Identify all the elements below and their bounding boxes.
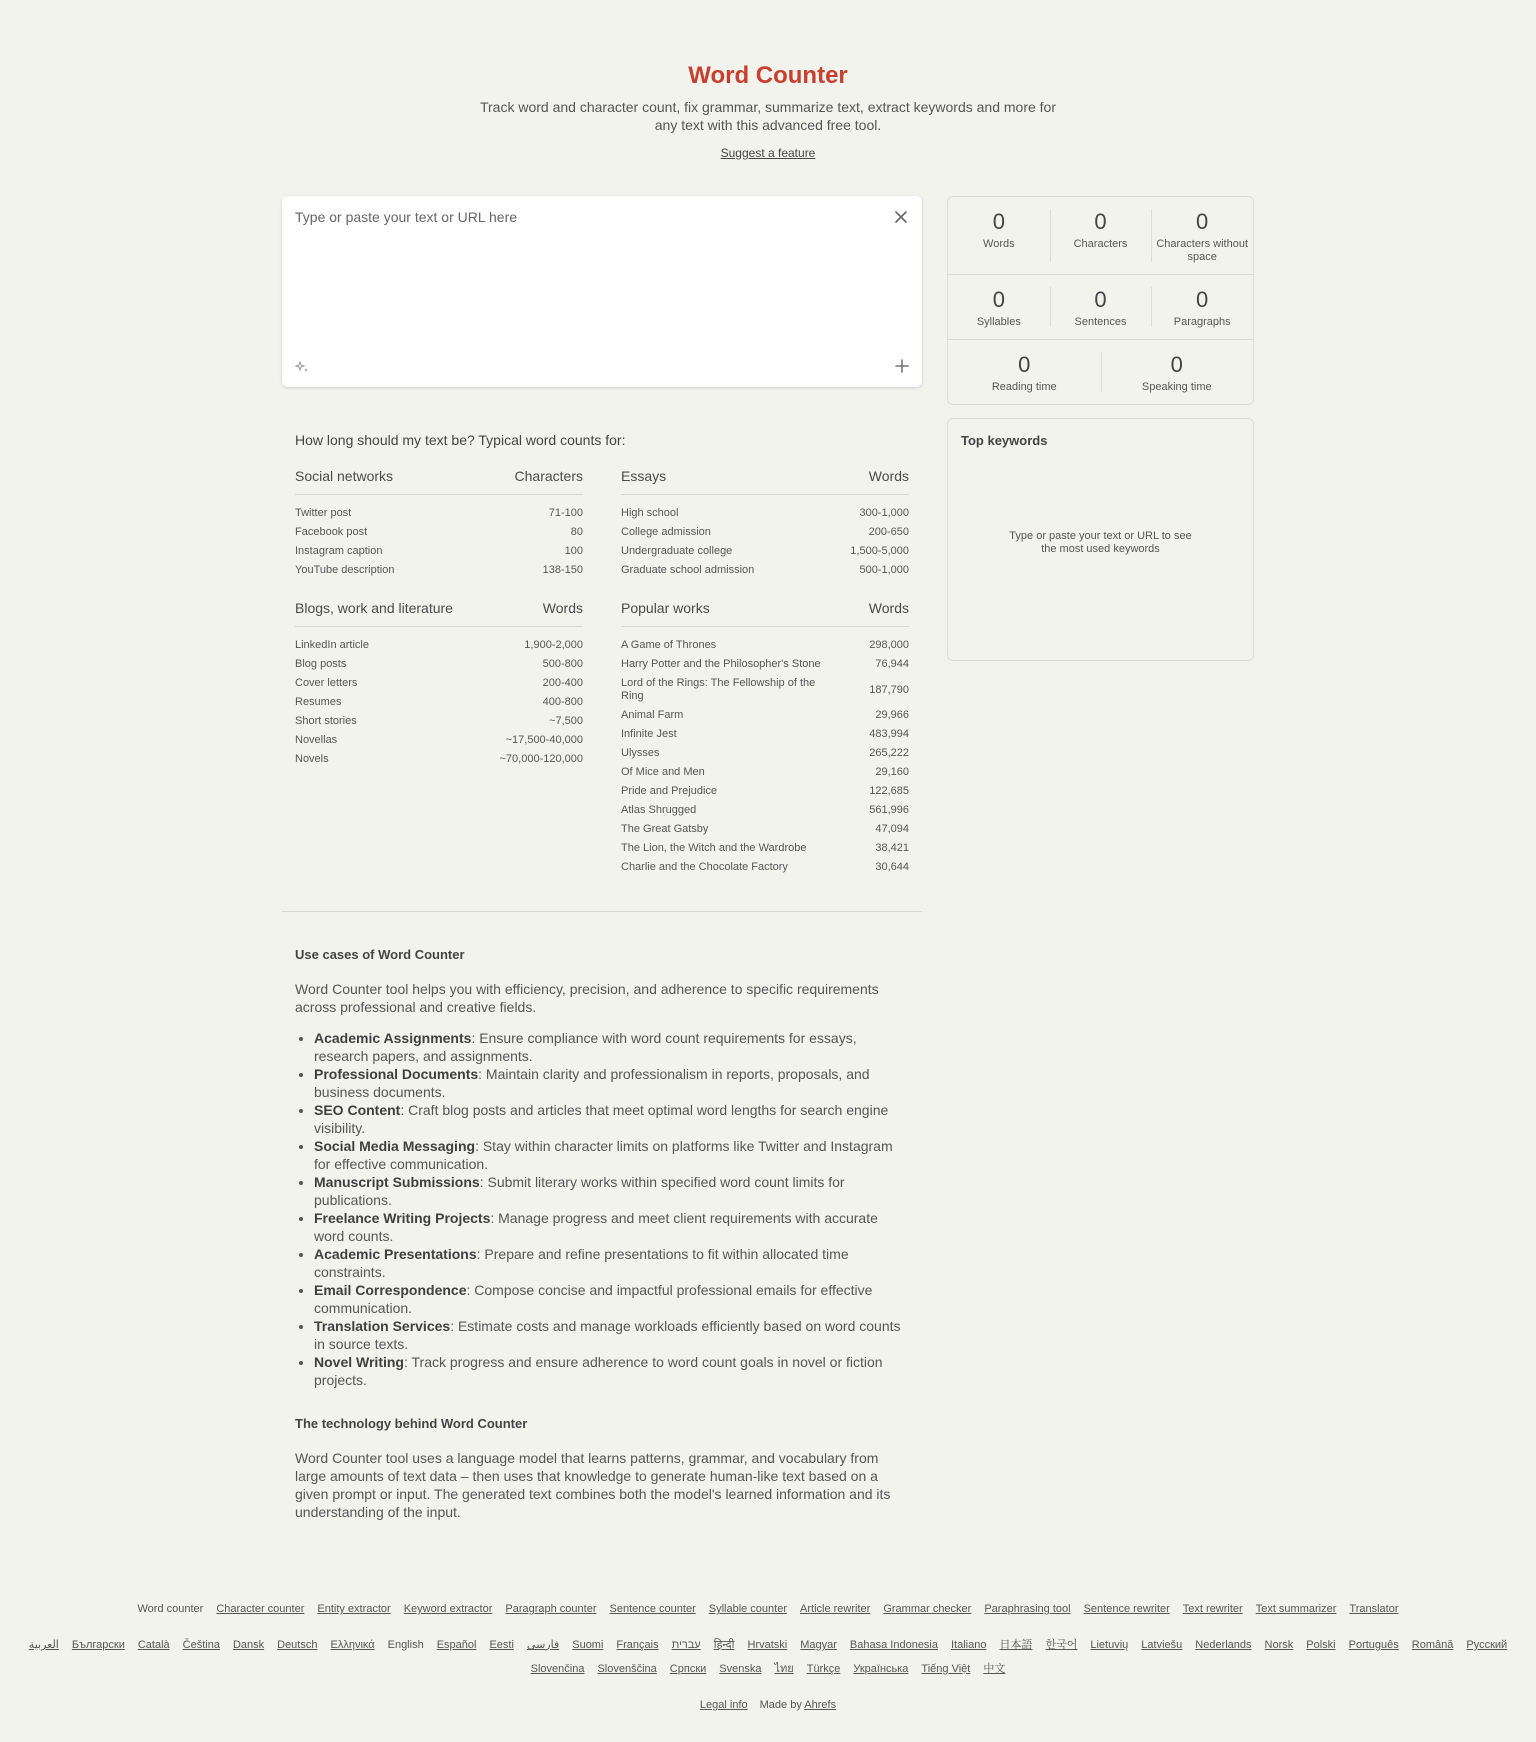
top-keywords-title: Top keywords: [961, 433, 1048, 448]
technology-title: The technology behind Word Counter: [295, 1416, 528, 1431]
table-row: [295, 655, 583, 674]
table-row: [621, 504, 909, 523]
use-cases-list: [295, 1029, 909, 1389]
table-header: [295, 600, 583, 627]
footer-languages: [18, 1637, 1518, 1677]
row-label: Novellas: [295, 734, 338, 746]
row-value: ~70,000-120,000: [499, 753, 583, 765]
language-link[interactable]: Čeština: [182, 1639, 220, 1651]
use-case-term: Email Correspondence: [314, 1282, 467, 1298]
language-link[interactable]: 日本語: [999, 1639, 1033, 1651]
language-link[interactable]: Català: [137, 1639, 170, 1651]
language-link[interactable]: Eesti: [489, 1639, 514, 1651]
footer-bottom: [0, 1697, 1536, 1713]
table-title: Blogs, work and literature: [295, 600, 453, 616]
language-link[interactable]: Slovenščina: [597, 1663, 657, 1675]
language-link[interactable]: Română: [1411, 1639, 1454, 1651]
use-case-item: [314, 1101, 909, 1137]
stat-label: Sentences: [1074, 316, 1127, 328]
stats-row: [948, 275, 1253, 340]
row-label: A Game of Thrones: [621, 639, 717, 651]
table-title: Social networks: [295, 468, 394, 484]
use-cases-intro: Word Counter tool helps you with efficiency, precision, and adherence to specific requirements across professional and creative fields.: [295, 981, 879, 1015]
use-case-desc: : Craft blog posts and articles that meet optimal word lengths for search engine visibility.: [314, 1102, 889, 1136]
language-link[interactable]: Español: [436, 1639, 477, 1651]
language-link[interactable]: Nederlands: [1195, 1639, 1252, 1651]
row-value: 187,790: [869, 683, 909, 696]
table-row: [621, 561, 909, 580]
footer-tool-link[interactable]: Character counter: [216, 1603, 305, 1615]
table-unit: Words: [868, 468, 909, 484]
stats-row: [948, 340, 1253, 404]
row-label: Of Mice and Men: [621, 766, 705, 778]
table-row: [295, 693, 583, 712]
footer-tool-link[interactable]: Entity extractor: [317, 1603, 391, 1615]
language-link[interactable]: Français: [616, 1639, 659, 1651]
sparkle-icon[interactable]: [295, 360, 309, 374]
stat-sentences: [1050, 275, 1152, 339]
table-row: [621, 763, 909, 782]
row-value: ~17,500-40,000: [505, 734, 583, 746]
stat-label: Speaking time: [1141, 381, 1212, 393]
use-case-item: [314, 1245, 909, 1281]
use-case-item: [314, 1065, 909, 1101]
footer-tool-link[interactable]: Syllable counter: [708, 1603, 788, 1615]
table-row: [295, 731, 583, 750]
table-row: [621, 801, 909, 820]
row-label: Blog posts: [295, 658, 347, 670]
row-value: 29,966: [875, 709, 909, 721]
stat-label: Reading time: [991, 381, 1057, 393]
use-case-item: [314, 1281, 909, 1317]
row-label: Lord of the Rings: The Fellowship of the Ring: [621, 677, 816, 702]
ahrefs-link[interactable]: Ahrefs: [804, 1699, 837, 1711]
table-row: [295, 561, 583, 580]
row-label: Facebook post: [295, 526, 368, 538]
language-link[interactable]: Deutsch: [277, 1639, 318, 1651]
stat-speaking-time: [1101, 340, 1254, 404]
table-unit: Words: [868, 600, 909, 616]
table-row: [621, 725, 909, 744]
row-label: Novels: [295, 753, 329, 765]
table-row: [621, 655, 909, 674]
language-link[interactable]: ไทย: [774, 1663, 794, 1675]
table-row: [295, 712, 583, 731]
language-link[interactable]: Hrvatski: [747, 1639, 788, 1651]
table-row: [295, 504, 583, 523]
use-case-term: Manuscript Submissions: [314, 1174, 480, 1190]
use-case-term: Translation Services: [314, 1318, 451, 1334]
table-row: [621, 523, 909, 542]
use-case-item: [314, 1173, 909, 1209]
use-case-term: Academic Assignments: [314, 1030, 472, 1046]
legal-info-link[interactable]: Legal info: [699, 1699, 748, 1711]
use-case-desc: : Ensure compliance with word count requirements for essays, research papers, and assignments.: [314, 1030, 857, 1064]
table-row: [621, 674, 909, 706]
stat-label: Syllables: [976, 316, 1021, 328]
use-case-desc: : Compose concise and impactful professional emails for effective communication.: [314, 1282, 873, 1316]
use-case-item: [314, 1317, 909, 1353]
row-value: 1,900-2,000: [524, 639, 583, 651]
row-label: Twitter post: [295, 507, 352, 519]
row-label: Cover letters: [295, 677, 358, 689]
footer-tools: [0, 1601, 1536, 1617]
row-label: Pride and Prejudice: [621, 785, 718, 797]
use-case-item: [314, 1209, 909, 1245]
row-value: 400-800: [542, 696, 583, 708]
table-social-networks: [295, 468, 583, 580]
table-row: [621, 744, 909, 763]
stat-value: 0: [1196, 209, 1209, 234]
use-case-term: Academic Presentations: [314, 1246, 477, 1262]
language-link[interactable]: العربية: [28, 1639, 59, 1651]
language-link[interactable]: Magyar: [800, 1639, 837, 1651]
language-row: [18, 1661, 1518, 1677]
row-value: 29,160: [875, 766, 909, 778]
language-link[interactable]: Русский: [1466, 1639, 1508, 1651]
table-row: [621, 782, 909, 801]
row-value: 483,994: [869, 728, 909, 740]
stat-label: Paragraphs: [1173, 316, 1231, 328]
row-value: 300-1,000: [859, 507, 909, 519]
row-value: 122,685: [869, 785, 909, 797]
row-value: 561,996: [869, 804, 909, 816]
page-title: Word Counter: [688, 62, 848, 89]
table-row: [621, 542, 909, 561]
row-label: YouTube description: [295, 564, 395, 576]
language-link[interactable]: فارسی: [526, 1639, 560, 1651]
language-link[interactable]: 中文: [983, 1663, 1006, 1675]
row-label: High school: [621, 507, 679, 519]
use-case-term: Freelance Writing Projects: [314, 1210, 491, 1226]
table-unit: Characters: [514, 468, 583, 484]
stat-label: Characters without space: [1156, 238, 1249, 263]
row-value: 138-150: [542, 564, 583, 576]
stat-value: 0: [1196, 287, 1209, 312]
use-case-desc: : Track progress and ensure adherence to word count goals in novel or fiction projects.: [314, 1354, 883, 1388]
table-popular-works: [621, 600, 909, 877]
footer-tool-link[interactable]: Grammar checker: [883, 1603, 972, 1615]
language-link[interactable]: Български: [71, 1639, 125, 1651]
use-cases-title: Use cases of Word Counter: [295, 947, 465, 962]
right-column: [947, 196, 1254, 661]
row-value: 47,094: [875, 823, 909, 835]
row-label: Animal Farm: [621, 709, 684, 721]
row-value: 1,500-5,000: [850, 545, 909, 557]
page-header: [0, 0, 1536, 162]
close-icon[interactable]: [892, 208, 910, 226]
stat-reading-time: [948, 340, 1101, 404]
row-label: Resumes: [295, 696, 342, 708]
footer-tool-link[interactable]: Text summarizer: [1255, 1603, 1337, 1615]
use-case-desc: : Prepare and refine presentations to fit within allocated time constraints.: [314, 1246, 849, 1280]
table-row: [621, 858, 909, 877]
row-value: 500-1,000: [859, 564, 909, 576]
language-link[interactable]: Suomi: [572, 1639, 604, 1651]
use-case-term: Professional Documents: [314, 1066, 479, 1082]
footer-tool-link[interactable]: Sentence rewriter: [1083, 1603, 1170, 1615]
suggest-feature-link[interactable]: Suggest a feature: [720, 146, 816, 160]
use-case-term: Novel Writing: [314, 1354, 404, 1370]
table-title: Popular works: [621, 600, 710, 616]
stat-value: 0: [1094, 209, 1107, 234]
row-value: 298,000: [869, 639, 909, 651]
table-essays: [621, 468, 909, 580]
text-input[interactable]: [295, 209, 875, 329]
use-case-term: SEO Content: [314, 1102, 401, 1118]
plus-icon[interactable]: [894, 358, 910, 374]
row-value: 265,222: [869, 747, 909, 759]
table-title: Essays: [621, 468, 667, 484]
language-link[interactable]: עברית: [671, 1639, 701, 1651]
use-case-item: [314, 1029, 909, 1065]
language-link[interactable]: Norsk: [1264, 1639, 1294, 1651]
footer-tool-link[interactable]: Sentence counter: [609, 1603, 696, 1615]
stats-row: [948, 197, 1253, 275]
stat-characters-without-space: [1151, 197, 1253, 274]
table-row: [295, 523, 583, 542]
made-by-label: Made by: [759, 1699, 802, 1711]
stat-label: Words: [983, 238, 1015, 250]
language-link[interactable]: Slovenčina: [530, 1663, 585, 1675]
row-label: Graduate school admission: [621, 564, 755, 576]
page-subtitle: Track word and character count, fix grammar, summarize text, extract keywords and more for any text with this advanced free tool.: [479, 99, 1057, 133]
table-row: [295, 674, 583, 693]
left-column: [282, 196, 922, 1534]
language-link[interactable]: Српски: [669, 1663, 707, 1675]
row-value: 500-800: [542, 658, 583, 670]
use-case-item: [314, 1353, 909, 1389]
row-label: Instagram caption: [295, 545, 383, 557]
row-label: Infinite Jest: [621, 728, 677, 740]
language-link[interactable]: 한국어: [1045, 1639, 1078, 1651]
stat-paragraphs: [1151, 275, 1253, 339]
footer-current-tool: Word counter: [137, 1603, 204, 1615]
use-case-item: [314, 1137, 909, 1173]
stat-value: 0: [992, 287, 1005, 312]
row-value: 100: [564, 545, 583, 557]
language-link[interactable]: Lietuvių: [1090, 1639, 1129, 1651]
language-link[interactable]: हिन्दी: [713, 1639, 735, 1651]
tables-row-2: [295, 600, 909, 897]
language-link[interactable]: Dansk: [232, 1639, 265, 1651]
row-value: 76,944: [875, 658, 909, 670]
row-label: Harry Potter and the Philosopher's Stone: [621, 658, 821, 670]
footer-tool-link[interactable]: Text rewriter: [1182, 1603, 1243, 1615]
table-row: [621, 706, 909, 725]
use-case-desc: : Submit literary works within specified word count limits for publications.: [314, 1174, 845, 1208]
language-link[interactable]: Bahasa Indonesia: [849, 1639, 938, 1651]
row-label: College admission: [621, 526, 711, 538]
row-label: LinkedIn article: [295, 639, 369, 651]
table-row: [621, 820, 909, 839]
row-label: Charlie and the Chocolate Factory: [621, 861, 788, 873]
language-link[interactable]: Türkçe: [806, 1663, 841, 1675]
footer-tool-link[interactable]: Paragraph counter: [505, 1603, 597, 1615]
table-row: [621, 636, 909, 655]
section-divider: [282, 911, 922, 912]
use-case-desc: : Stay within character limits on platforms like Twitter and Instagram for effective communication.: [314, 1138, 893, 1172]
stat-characters: [1050, 197, 1152, 274]
language-link[interactable]: Italiano: [951, 1639, 987, 1651]
row-value: 200-400: [542, 677, 583, 689]
table-header: [295, 468, 583, 495]
table-header: [621, 600, 909, 627]
row-label: The Lion, the Witch and the Wardrobe: [621, 842, 807, 854]
row-value: 30,644: [875, 861, 909, 873]
use-case-desc: : Maintain clarity and professionalism in reports, proposals, and business documents.: [314, 1066, 870, 1100]
row-label: Short stories: [295, 715, 357, 727]
stat-syllables: [948, 275, 1050, 339]
typical-word-counts: [282, 432, 922, 897]
use-case-desc: : Estimate costs and manage workloads efficiently based on word counts in source texts.: [314, 1318, 901, 1352]
row-label: Atlas Shrugged: [621, 804, 697, 816]
stat-label: Characters: [1073, 238, 1128, 250]
row-value: 200-650: [868, 526, 909, 538]
use-case-desc: : Manage progress and meet client requirements with accurate word counts.: [314, 1210, 878, 1244]
row-label: Ulysses: [621, 747, 660, 759]
table-row: [295, 750, 583, 769]
top-keywords-panel: [947, 418, 1254, 661]
row-label: The Great Gatsby: [621, 823, 709, 835]
row-value: ~7,500: [549, 715, 583, 727]
table-row: [295, 636, 583, 655]
footer-tool-link[interactable]: Paraphrasing tool: [984, 1603, 1071, 1615]
row-value: 38,421: [875, 842, 909, 854]
footer-tool-link[interactable]: Translator: [1349, 1603, 1399, 1615]
language-link[interactable]: Tiếng Việt: [921, 1663, 971, 1675]
footer-tool-link[interactable]: Keyword extractor: [403, 1603, 493, 1615]
language-link[interactable]: Svenska: [719, 1663, 762, 1675]
language-current: English: [387, 1639, 424, 1651]
language-link[interactable]: Latviešu: [1141, 1639, 1183, 1651]
table-row: [621, 839, 909, 858]
language-row: [18, 1637, 1518, 1653]
stat-value: 0: [992, 209, 1005, 234]
language-link[interactable]: Polski: [1306, 1639, 1336, 1651]
typical-question: How long should my text be? Typical word counts for:: [295, 432, 626, 448]
article: [282, 946, 922, 1521]
table-header: [621, 468, 909, 495]
footer: [0, 1601, 1536, 1713]
language-link[interactable]: Português: [1348, 1639, 1399, 1651]
language-link[interactable]: Українська: [853, 1663, 909, 1675]
stat-value: 0: [1170, 352, 1183, 377]
stat-value: 0: [1018, 352, 1031, 377]
stat-words: [948, 197, 1050, 274]
row-value: 71-100: [548, 507, 583, 519]
row-label: Undergraduate college: [621, 545, 733, 557]
language-link[interactable]: Ελληνικά: [330, 1639, 375, 1651]
text-editor: [282, 196, 922, 387]
table-unit: Words: [542, 600, 583, 616]
table-row: [295, 542, 583, 561]
table-blogs-work-literature: [295, 600, 583, 877]
top-keywords-empty-state: Type or paste your text or URL to see the most used keywords: [1009, 530, 1192, 555]
stat-value: 0: [1094, 287, 1107, 312]
stats-panel: [947, 196, 1254, 405]
technology-text: Word Counter tool uses a language model that learns patterns, grammar, and vocabulary from large amounts of text data – then uses that knowledge to generate human-like text based on a given prompt or input. The generated text combines both the model's learned information and its understanding of the input.: [295, 1450, 891, 1520]
footer-tool-link[interactable]: Article rewriter: [800, 1603, 871, 1615]
row-value: 80: [570, 526, 583, 538]
tables-row-1: [295, 468, 909, 600]
use-case-term: Social Media Messaging: [314, 1138, 476, 1154]
made-by: [760, 1697, 836, 1713]
